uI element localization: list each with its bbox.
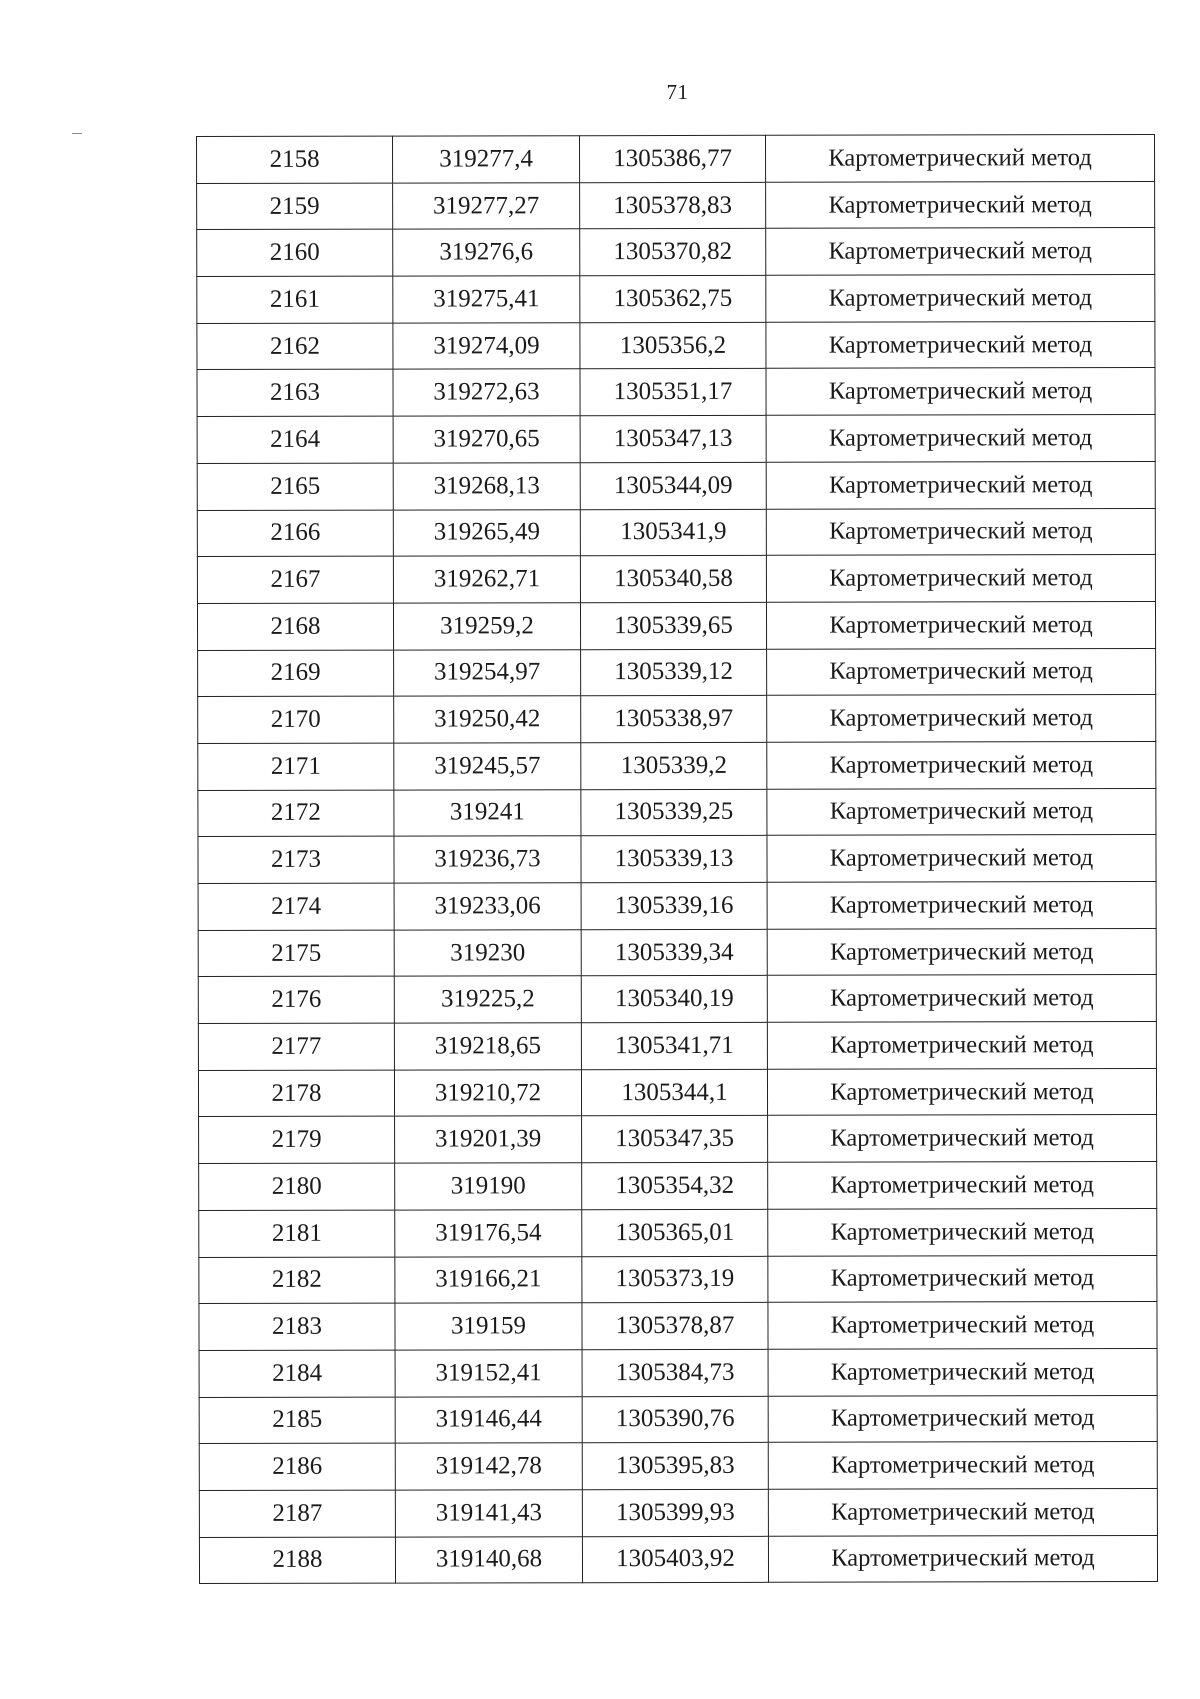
point-number-cell: 2178 [198, 1070, 394, 1117]
y-coordinate-cell: 1305339,16 [581, 882, 767, 929]
method-cell: Картометрический метод [767, 1022, 1156, 1070]
x-coordinate-cell: 319190 [395, 1163, 582, 1210]
table-row [199, 1442, 1157, 1491]
method-cell: Картометрический метод [767, 648, 1156, 696]
x-coordinate-cell: 319236,73 [394, 836, 581, 883]
x-coordinate-cell: 319254,97 [394, 649, 581, 696]
table-row [198, 788, 1156, 837]
coordinates-table-body [197, 134, 1158, 1583]
method-cell: Картометрический метод [767, 788, 1156, 836]
y-coordinate-cell: 1305339,13 [581, 836, 767, 883]
y-coordinate-cell: 1305378,83 [580, 182, 766, 229]
x-coordinate-cell: 319142,78 [395, 1443, 582, 1490]
y-coordinate-cell: 1305384,73 [582, 1349, 768, 1396]
method-cell: Картометрический метод [767, 835, 1156, 883]
method-cell: Картометрический метод [768, 1348, 1157, 1396]
x-coordinate-cell: 319159 [395, 1303, 582, 1350]
page-number: 71 [666, 80, 689, 104]
x-coordinate-cell: 319218,65 [394, 1023, 581, 1070]
method-cell: Картометрический метод [766, 228, 1155, 276]
y-coordinate-cell: 1305339,25 [581, 789, 767, 836]
x-coordinate-cell: 319141,43 [395, 1490, 582, 1537]
x-coordinate-cell: 319250,42 [394, 696, 581, 743]
y-coordinate-cell: 1305339,34 [581, 929, 767, 976]
point-number-cell: 2169 [198, 650, 394, 697]
point-number-cell: 2166 [197, 510, 393, 557]
y-coordinate-cell: 1305370,82 [580, 229, 766, 276]
x-coordinate-cell: 319225,2 [394, 976, 581, 1023]
table-row [197, 555, 1155, 604]
y-coordinate-cell: 1305339,2 [581, 742, 767, 789]
method-cell: Картометрический метод [768, 1302, 1157, 1350]
x-coordinate-cell: 319152,41 [395, 1350, 582, 1397]
method-cell: Картометрический метод [768, 1442, 1157, 1490]
method-cell: Картометрический метод [768, 1162, 1157, 1210]
y-coordinate-cell: 1305341,9 [580, 509, 766, 556]
y-coordinate-cell: 1305365,01 [582, 1209, 768, 1256]
x-coordinate-cell: 319262,71 [393, 556, 580, 603]
x-coordinate-cell: 319245,57 [394, 743, 581, 790]
y-coordinate-cell: 1305373,19 [582, 1256, 768, 1303]
y-coordinate-cell: 1305362,75 [580, 275, 766, 322]
coordinates-table [196, 134, 1158, 1584]
y-coordinate-cell: 1305339,12 [581, 649, 767, 696]
method-cell: Картометрический метод [766, 415, 1155, 463]
point-number-cell: 2183 [199, 1303, 395, 1350]
table-row [199, 1115, 1157, 1164]
y-coordinate-cell: 1305351,17 [580, 369, 766, 416]
table-row [197, 601, 1155, 650]
point-number-cell: 2172 [198, 790, 394, 837]
y-coordinate-cell: 1305347,35 [582, 1116, 768, 1163]
method-cell: Картометрический метод [768, 1488, 1157, 1536]
scan-mark [72, 133, 82, 134]
table-row [197, 461, 1155, 510]
y-coordinate-cell: 1305354,32 [582, 1162, 768, 1209]
table-row [199, 1162, 1157, 1211]
method-cell: Картометрический метод [766, 461, 1155, 509]
table-row [199, 1302, 1157, 1351]
table-row [199, 1208, 1157, 1257]
x-coordinate-cell: 319233,06 [394, 883, 581, 930]
method-cell: Картометрический метод [767, 975, 1156, 1023]
table-row [197, 134, 1155, 183]
method-cell: Картометрический метод [768, 1255, 1157, 1303]
y-coordinate-cell: 1305338,97 [581, 696, 767, 743]
point-number-cell: 2163 [197, 370, 393, 417]
x-coordinate-cell: 319277,27 [393, 182, 580, 229]
x-coordinate-cell: 319277,4 [393, 136, 580, 183]
method-cell: Картометрический метод [766, 321, 1155, 369]
point-number-cell: 2179 [199, 1117, 395, 1164]
method-cell: Картометрический метод [766, 555, 1155, 603]
table-row [199, 1395, 1157, 1444]
x-coordinate-cell: 319270,65 [393, 416, 580, 463]
table-row [197, 368, 1155, 417]
method-cell: Картометрический метод [766, 181, 1155, 229]
point-number-cell: 2188 [199, 1537, 395, 1584]
table-row [199, 1348, 1157, 1397]
x-coordinate-cell: 319146,44 [395, 1396, 582, 1443]
point-number-cell: 2186 [199, 1443, 395, 1490]
point-number-cell: 2180 [199, 1163, 395, 1210]
table-row [199, 1488, 1157, 1537]
method-cell: Картометрический метод [766, 275, 1155, 323]
method-cell: Картометрический метод [767, 1068, 1156, 1116]
y-coordinate-cell: 1305386,77 [580, 135, 766, 182]
point-number-cell: 2184 [199, 1350, 395, 1397]
point-number-cell: 2159 [197, 183, 393, 230]
y-coordinate-cell: 1305344,1 [581, 1069, 767, 1116]
table-row [197, 415, 1155, 464]
point-number-cell: 2158 [197, 136, 393, 183]
table-row [197, 275, 1155, 324]
point-number-cell: 2167 [197, 556, 393, 603]
method-cell: Картометрический метод [766, 508, 1155, 556]
table-row [198, 881, 1156, 930]
point-number-cell: 2185 [199, 1397, 395, 1444]
point-number-cell: 2176 [198, 976, 394, 1023]
table-row [197, 181, 1155, 230]
y-coordinate-cell: 1305339,65 [580, 602, 766, 649]
table-row [198, 695, 1156, 744]
point-number-cell: 2173 [198, 836, 394, 883]
point-number-cell: 2168 [197, 603, 393, 650]
x-coordinate-cell: 319140,68 [395, 1536, 582, 1583]
point-number-cell: 2170 [198, 696, 394, 743]
method-cell: Картометрический метод [768, 1208, 1157, 1256]
x-coordinate-cell: 319272,63 [393, 369, 580, 416]
method-cell: Картометрический метод [767, 741, 1156, 789]
point-number-cell: 2162 [197, 323, 393, 370]
x-coordinate-cell: 319210,72 [394, 1069, 581, 1116]
x-coordinate-cell: 319268,13 [393, 463, 580, 510]
point-number-cell: 2177 [198, 1023, 394, 1070]
x-coordinate-cell: 319275,41 [393, 276, 580, 323]
point-number-cell: 2181 [199, 1210, 395, 1257]
point-number-cell: 2164 [197, 416, 393, 463]
point-number-cell: 2161 [197, 276, 393, 323]
table-row [198, 1022, 1156, 1071]
y-coordinate-cell: 1305340,58 [580, 555, 766, 602]
table-row [198, 741, 1156, 790]
x-coordinate-cell: 319274,09 [393, 322, 580, 369]
point-number-cell: 2165 [197, 463, 393, 510]
table-row [198, 648, 1156, 697]
method-cell: Картометрический метод [768, 1115, 1157, 1163]
point-number-cell: 2182 [199, 1257, 395, 1304]
y-coordinate-cell: 1305403,92 [582, 1536, 768, 1583]
table-row [198, 835, 1156, 884]
x-coordinate-cell: 319176,54 [395, 1210, 582, 1257]
y-coordinate-cell: 1305390,76 [582, 1396, 768, 1443]
x-coordinate-cell: 319166,21 [395, 1256, 582, 1303]
point-number-cell: 2187 [199, 1490, 395, 1537]
method-cell: Картометрический метод [768, 1535, 1157, 1583]
table-row [199, 1535, 1157, 1584]
y-coordinate-cell: 1305356,2 [580, 322, 766, 369]
point-number-cell: 2175 [198, 930, 394, 977]
point-number-cell: 2171 [198, 743, 394, 790]
method-cell: Картометрический метод [768, 1395, 1157, 1443]
x-coordinate-cell: 319201,39 [395, 1116, 582, 1163]
table-row [198, 975, 1156, 1024]
method-cell: Картометрический метод [766, 368, 1155, 416]
x-coordinate-cell: 319276,6 [393, 229, 580, 276]
method-cell: Картометрический метод [767, 881, 1156, 929]
x-coordinate-cell: 319265,49 [393, 509, 580, 556]
method-cell: Картометрический метод [766, 601, 1155, 649]
x-coordinate-cell: 319259,2 [393, 603, 580, 650]
y-coordinate-cell: 1305347,13 [580, 415, 766, 462]
point-number-cell: 2174 [198, 883, 394, 930]
table-row [197, 508, 1155, 557]
y-coordinate-cell: 1305378,87 [582, 1302, 768, 1349]
y-coordinate-cell: 1305395,83 [582, 1443, 768, 1490]
x-coordinate-cell: 319230 [394, 929, 581, 976]
table-row [197, 228, 1155, 277]
y-coordinate-cell: 1305340,19 [581, 976, 767, 1023]
method-cell: Картометрический метод [767, 695, 1156, 743]
table-row [197, 321, 1155, 370]
table-row [198, 1068, 1156, 1117]
y-coordinate-cell: 1305344,09 [580, 462, 766, 509]
method-cell: Картометрический метод [767, 928, 1156, 976]
table-row [199, 1255, 1157, 1304]
y-coordinate-cell: 1305341,71 [581, 1022, 767, 1069]
table-row [198, 928, 1156, 977]
x-coordinate-cell: 319241 [394, 789, 581, 836]
method-cell: Картометрический метод [765, 134, 1154, 182]
point-number-cell: 2160 [197, 229, 393, 276]
y-coordinate-cell: 1305399,93 [582, 1489, 768, 1536]
